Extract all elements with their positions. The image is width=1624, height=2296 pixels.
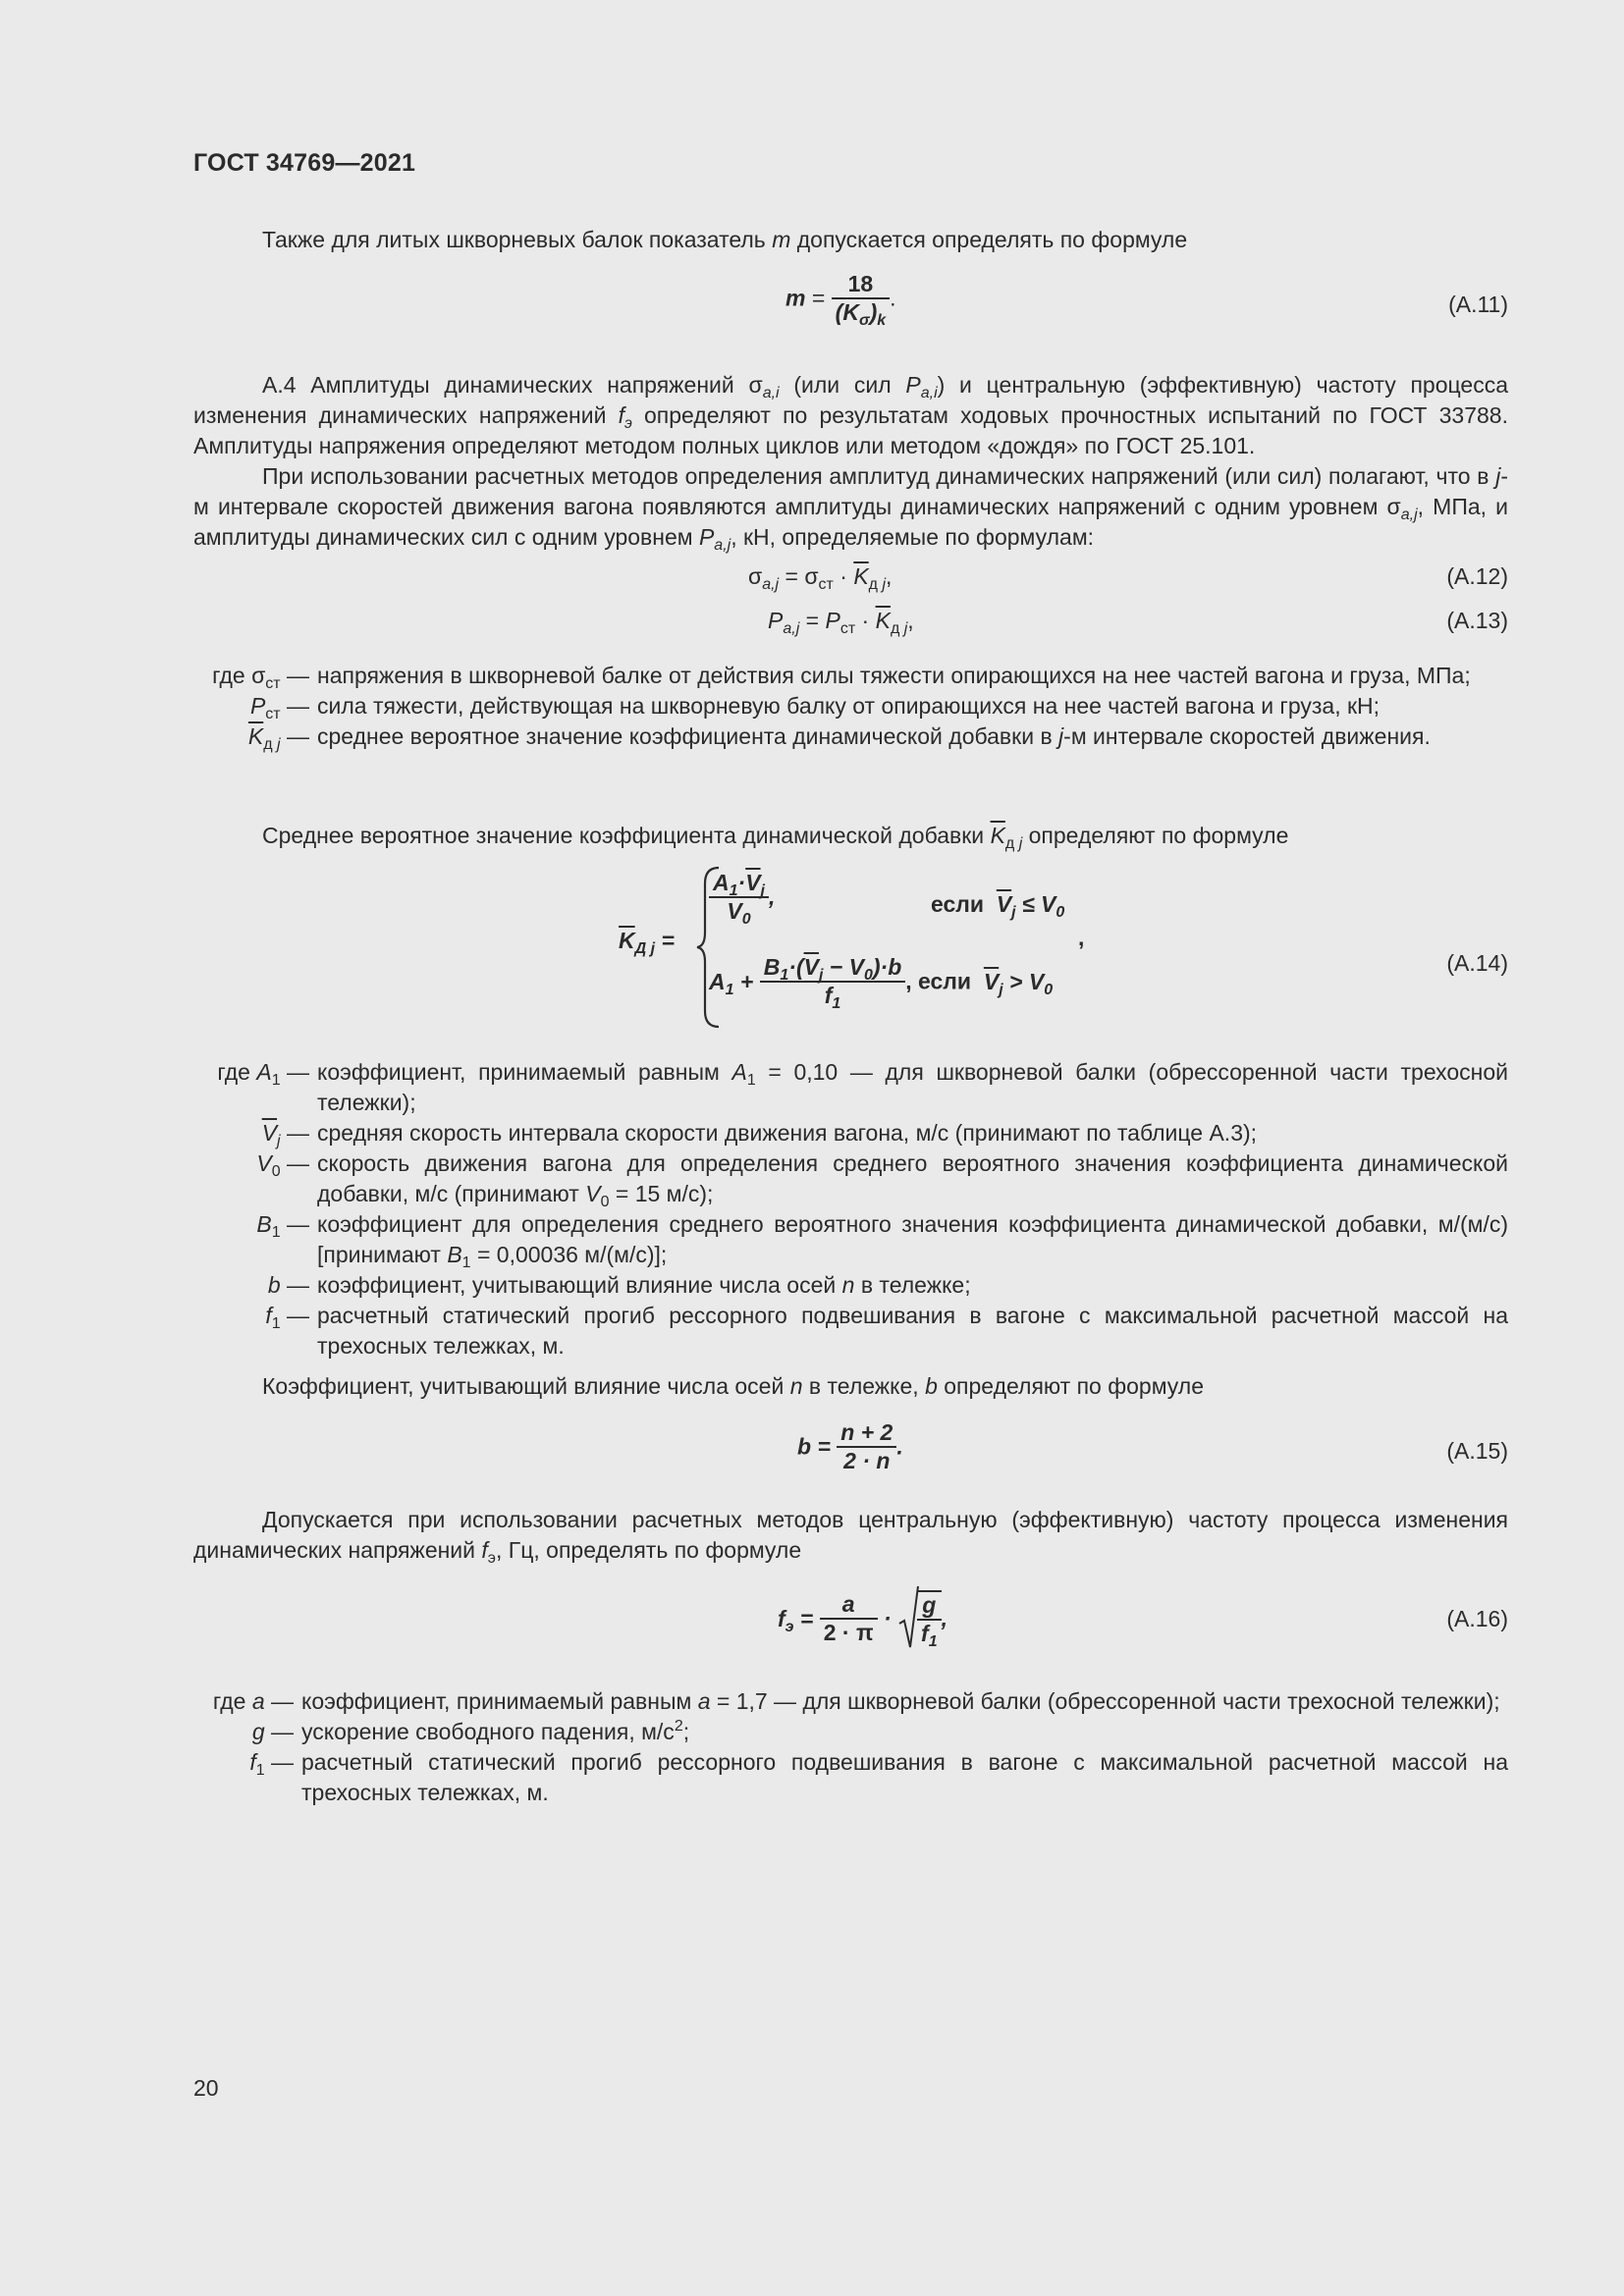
definition-item: $f_1$ — расчетный статический прогиб рессорного подвешивания в вагоне с максимальной расчетной массой на трехосных тележках, м. <box>249 1749 1508 1805</box>
definition-item: $P_{ст}$ — сила тяжести, действующая на шкворневую балку от опирающихся на нее частей вагона и груза, кН; <box>249 693 1380 722</box>
equation-number-a15: (А.15) <box>1446 1438 1508 1464</box>
definition-item: b — коэффициент, учитывающий влияние числа осей n в тележке; <box>267 1272 971 1298</box>
definition-item: где $\sigma_{ст}$ — напряжения в шкворневой балке от действия силы тяжести опирающихся на нее частей вагона и груза, МПа; <box>212 663 1471 692</box>
definition-item: $\overline{K}_{д j}$ — среднее вероятное значение коэффициента динамической добавки в j-м интервале скоростей движения. <box>247 723 1431 753</box>
document-header: ГОСТ 34769—2021 <box>193 149 416 177</box>
definitions-list-1 <box>193 661 1508 752</box>
equation-a11: m = $\frac{18}{(\overline{K}_\sigma)_k}$ . <box>785 271 896 329</box>
definition-item: $B_1$ — коэффициент для определения среднего вероятного значения коэффициента динамической добавки, м/(м/с) [принимают $B_1 = 0,00036$ м/(м/с)]; <box>256 1211 1508 1271</box>
page-number: 20 <box>193 2075 219 2101</box>
definition-item: $V_0$ — скорость движения вагона для определения среднего вероятного значения коэффициента динамической добавки, м/с (принимают $V_0 = 15$ м/с); <box>256 1150 1508 1210</box>
equation-number-a16: (А.16) <box>1446 1606 1508 1631</box>
definition-item: где $A_1$ — коэффициент, принимаемый равным $A_1 = 0,10$ — для шкворневой балки (обрессоренной части трехосной тележки); <box>217 1059 1508 1115</box>
paragraph-intro: Также для литых шкворневых балок показатель m допускается определять по формуле <box>262 227 1188 252</box>
paragraph-b: Коэффициент, учитывающий влияние числа осей n в тележке, b определяют по формуле <box>262 1373 1204 1399</box>
definitions-list-2 <box>193 1057 1508 1362</box>
definition-item: g — ускорение свободного падения, $м/с^2$; <box>251 1718 690 1744</box>
equation-a14: $\overline{K}_{Д j}$ = $\frac{A_1\cdot\overline{V}_j}{V_0}$ , если $\overline{V}_j \le V_0$ $A_1$ + $\frac{B_1\cdot(\overline{V}_j - V_0)\cdot b}{f_1}$ , если $\overline{V}_j > V_0$ , <box>619 864 1110 1031</box>
equation-number-a14: (А.14) <box>1446 950 1508 976</box>
paragraph-a4: А.4 Амплитуды динамических напряжений $\sigma_{a,i}$ (или сил $P_{a,i}$) и центральную (эффективную) частоту процесса изменения динамических напряжений $f_э$ определяют по результатам ходовых прочностных испытаний по ГОСТ 33788. Амплитуды напряжения определяют методом полных циклов или методом «дождя» по ГОСТ 25.101. <box>193 372 1508 458</box>
paragraph-calc-methods: При использовании расчетных методов определения амплитуд динамических напряжений (или сил) полагают, что в j-м интервале скоростей движения вагона появляются амплитуды динамических напряжений с одним уровнем $\sigma_{a,j}$, МПа, и амплитуды динамических сил с одним уровнем $P_{a,j}$, кН, определяемые по формулам: <box>193 463 1509 554</box>
paragraph-kdj: Среднее вероятное значение коэффициента динамической добавки $\overline{K}_{д j}$ определяют по формуле <box>262 823 1289 852</box>
equation-a15: b = $\frac{n + 2}{2 \cdot n}$ . <box>797 1419 903 1473</box>
equation-a13: $P_{a,j} = P_{ст} \cdot \overline{K}_{д j}$, <box>768 608 914 637</box>
paragraph-fe: Допускается при использовании расчетных методов центральную (эффективную) частоту процесса изменения динамических напряжений $f_э$, Гц, определять по формуле <box>193 1507 1508 1567</box>
definitions-list-3 <box>193 1686 1508 1808</box>
definition-item: $\overline{V}_j$ — средняя скорость интервала скорости движения вагона, м/с (принимают по таблице А.3); <box>261 1120 1258 1149</box>
equation-number-a12: (А.12) <box>1446 563 1508 589</box>
equation-a16: $f_э$ = $\frac{a}{2 \cdot \pi}$ · $\frac{g}{f_1}$ , <box>778 1584 947 1653</box>
radical-sign-icon <box>897 1584 919 1653</box>
case1-condition: если $\overline{V}_j \le V_0$ <box>931 891 1065 921</box>
definition-item: где a — коэффициент, принимаемый равным a = 1,7 — для шкворневой балки (обрессоренной части трехосной тележки); <box>212 1688 1500 1714</box>
equation-number-a11: (А.11) <box>1448 292 1508 317</box>
equation-a12: $\sigma_{a,j} = \sigma_{ст} \cdot \overline{K}_{д j}$, <box>748 563 893 593</box>
definition-item: $f_1$ — расчетный статический прогиб рессорного подвешивания в вагоне с максимальной расчетной массой на трехосных тележках, м. <box>265 1303 1508 1359</box>
equation-number-a13: (А.13) <box>1446 608 1508 633</box>
